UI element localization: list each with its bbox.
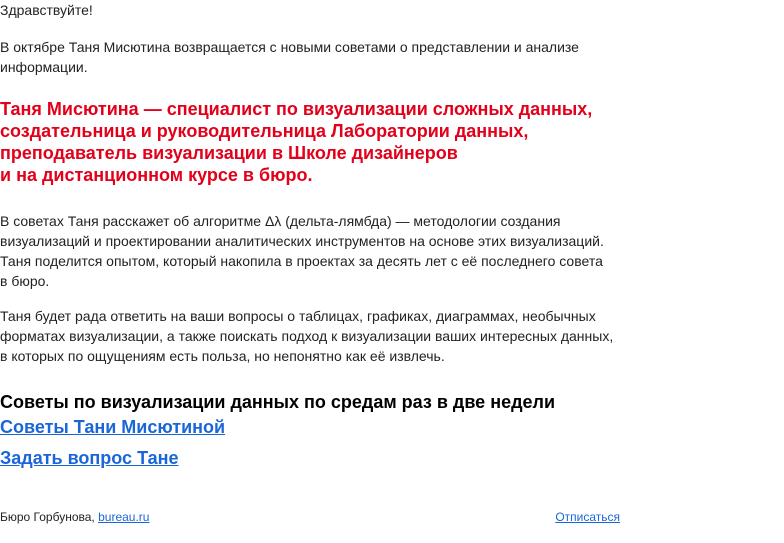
footer xyxy=(0,509,620,525)
unsubscribe-link[interactable]: Отписаться xyxy=(555,510,620,524)
ask-question-link[interactable]: Задать вопрос Тане xyxy=(0,448,179,468)
paragraph-line: в которых по ощущениям есть польза, но непонятно как её извлечь. xyxy=(0,348,445,364)
intro-line: информации. xyxy=(0,59,88,75)
intro-line: В октябре Таня Мисютина возвращается с новыми советами о представлении и анализе xyxy=(0,39,579,55)
speaker-highlight xyxy=(0,98,620,186)
paragraph-line: Таня поделится опытом, который накопила в проектах за десять лет с её последнего совета xyxy=(0,253,603,269)
paragraph-line: в бюро. xyxy=(0,273,50,289)
tips-link[interactable]: Советы Тани Мисютиной xyxy=(0,417,226,437)
intro-paragraph xyxy=(0,37,579,77)
questions-paragraph xyxy=(0,306,613,366)
paragraph-line: В советах Таня расскажет об алгоритме Δλ (дельта-лямбда) — методологии создания xyxy=(0,213,561,229)
tips-schedule-heading: Советы по визуализации данных по средам раз в две недели xyxy=(0,392,556,412)
highlight-line: создательница и руководительница Лаборатории данных, xyxy=(0,121,529,141)
paragraph-line: визуализаций и проектировании аналитических инструментов на основе этих визуализаций. xyxy=(0,233,604,249)
tips-description-paragraph xyxy=(0,211,604,291)
paragraph-line: форматах визуализации, а также поискать подход к визуализации ваших интересных данных, xyxy=(0,328,614,344)
highlight-line: преподаватель визуализации в Школе дизайнеров xyxy=(0,143,458,163)
company-site-link[interactable]: bureau.ru xyxy=(98,510,150,524)
highlight-line: и на дистанционном курсе в бюро. xyxy=(0,165,313,185)
greeting-text: Здравствуйте! xyxy=(0,2,93,18)
footer-company xyxy=(0,509,149,525)
paragraph-line: Таня будет рада ответить на ваши вопросы о таблицах, графиках, диаграммах, необычных xyxy=(0,308,596,324)
highlight-line: Таня Мисютина — специалист по визуализации сложных данных, xyxy=(0,99,593,119)
company-name: Бюро Горбунова, xyxy=(0,510,99,524)
